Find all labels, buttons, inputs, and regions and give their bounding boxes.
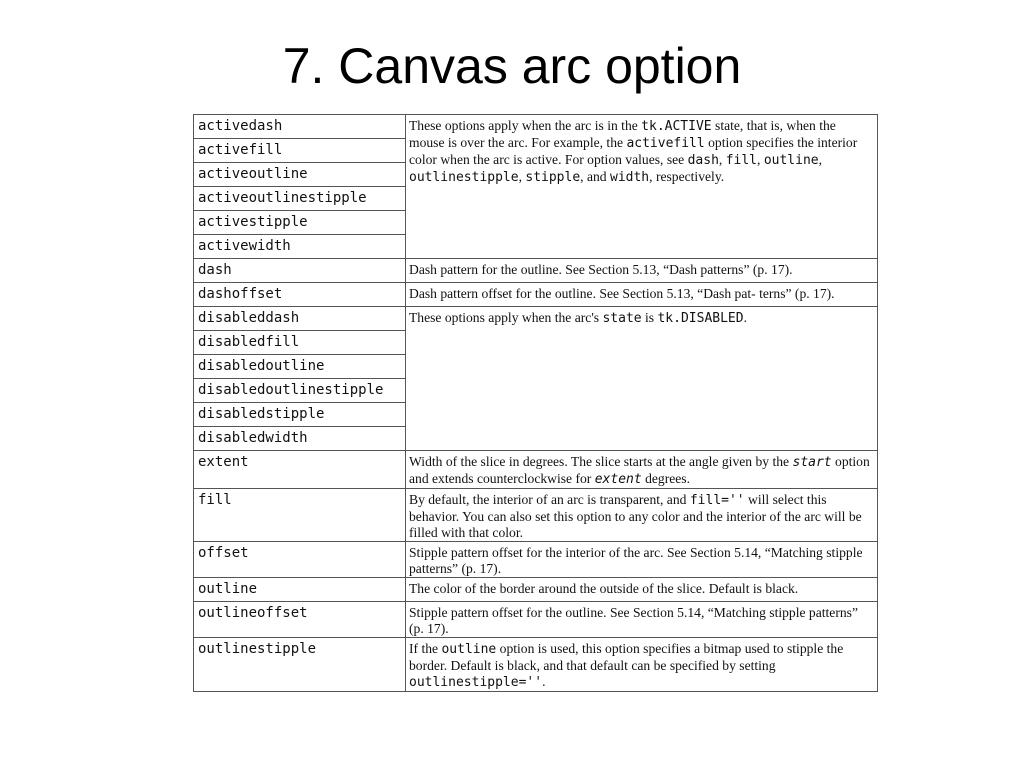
option-name: outlineoffset xyxy=(194,602,406,638)
option-description xyxy=(406,307,878,451)
option-description: Stipple pattern offset for the interior of the arc. See Section 5.14, “Matching stipple patterns” (p. 17). xyxy=(406,542,878,578)
option-name: disabledfill xyxy=(194,331,406,355)
code-text: tk.DISABLED xyxy=(657,311,744,326)
code-text: fill xyxy=(725,153,758,168)
desc-text: These options apply when the arc's xyxy=(409,310,603,325)
code-text: start xyxy=(792,455,832,470)
desc-text: degrees. xyxy=(641,471,690,486)
option-name: disabledoutlinestipple xyxy=(194,379,406,403)
option-description: Dash pattern offset for the outline. See Section 5.13, “Dash pat- terns” (p. 17). xyxy=(406,283,878,307)
code-text: outline xyxy=(441,642,497,657)
slide-title: 7. Canvas arc option xyxy=(282,38,742,94)
table-row xyxy=(194,578,878,602)
option-description: Stipple pattern offset for the outline. See Section 5.14, “Matching stipple patterns” (p. 17). xyxy=(406,602,878,638)
option-name: disabledwidth xyxy=(194,427,406,451)
table-row xyxy=(194,542,878,578)
code-text: stipple xyxy=(525,170,581,185)
desc-text: will select this behavior. You can also set this option to any color and the interior of the arc will be filled with that color. xyxy=(409,492,862,540)
desc-text: , xyxy=(757,152,764,167)
desc-text: option specifies the interior color when the arc is active. For option values, see xyxy=(409,135,858,167)
option-name: activeoutlinestipple xyxy=(194,187,406,211)
desc-text: , xyxy=(718,152,726,167)
table-row xyxy=(194,283,878,307)
option-description: Dash pattern for the outline. See Section 5.13, “Dash patterns” (p. 17). xyxy=(406,259,878,283)
code-text: activefill xyxy=(626,136,705,151)
code-text: fill='' xyxy=(689,493,745,508)
option-name: activedash xyxy=(194,115,406,139)
code-text: tk.ACTIVE xyxy=(641,119,712,134)
code-text: outline xyxy=(763,153,819,168)
table-row xyxy=(194,451,878,489)
option-description xyxy=(406,451,878,489)
table-row xyxy=(194,259,878,283)
desc-text: By default, the interior of an arc is transparent, and xyxy=(409,492,690,507)
option-name: activeoutline xyxy=(194,163,406,187)
option-name: outlinestipple xyxy=(194,638,406,692)
option-name: dash xyxy=(194,259,406,283)
code-text: state xyxy=(602,311,642,326)
option-name: activefill xyxy=(194,139,406,163)
table-row xyxy=(194,602,878,638)
option-name: dashoffset xyxy=(194,283,406,307)
arc-options-table xyxy=(193,114,878,692)
option-description xyxy=(406,115,878,259)
desc-text: Width of the slice in degrees. The slice starts at the angle given by the xyxy=(409,454,793,469)
option-name: activestipple xyxy=(194,211,406,235)
option-description xyxy=(406,489,878,542)
option-description xyxy=(406,638,878,692)
option-name: disabledoutline xyxy=(194,355,406,379)
option-name: extent xyxy=(194,451,406,489)
desc-text: option is used, this option specifies a bitmap used to stipple the border. Default is black, and that default can be specified by setting xyxy=(409,641,844,673)
option-name: disabledstipple xyxy=(194,403,406,427)
desc-text: , respectively. xyxy=(649,169,725,184)
code-text: extent xyxy=(594,472,642,487)
desc-text: state, that is, when the mouse is over the arc. For example, the xyxy=(409,118,836,150)
desc-text: These options apply when the arc is in the xyxy=(409,118,642,133)
option-name: activewidth xyxy=(194,235,406,259)
code-text: dash xyxy=(687,153,719,168)
desc-text: , xyxy=(818,152,823,167)
desc-text: , and xyxy=(580,169,610,184)
desc-text: . xyxy=(743,310,747,325)
option-name: offset xyxy=(194,542,406,578)
option-name: outline xyxy=(194,578,406,602)
desc-text: If the xyxy=(409,641,442,656)
desc-text: . xyxy=(542,674,546,689)
option-name: disableddash xyxy=(194,307,406,331)
code-text: width xyxy=(610,170,650,185)
table-row xyxy=(194,307,878,331)
code-text: outlinestipple='' xyxy=(409,675,543,690)
option-description: The color of the border around the outside of the slice. Default is black. xyxy=(406,578,878,602)
desc-text: option and extends counterclockwise for xyxy=(409,454,870,486)
table-row xyxy=(194,489,878,542)
table-row xyxy=(194,115,878,139)
option-name: fill xyxy=(194,489,406,542)
desc-text: is xyxy=(641,310,658,325)
table-row xyxy=(194,638,878,692)
code-text: outlinestipple xyxy=(409,170,519,185)
desc-text: , xyxy=(518,169,526,184)
